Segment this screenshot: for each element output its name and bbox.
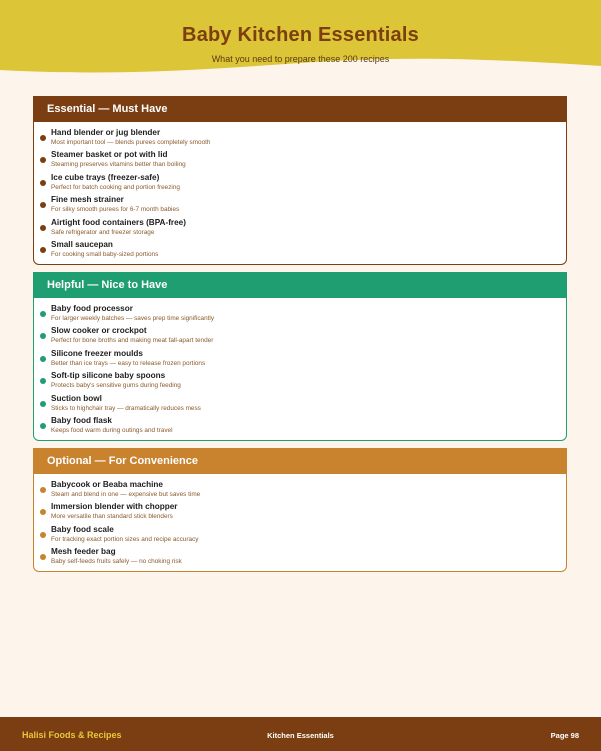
- bullet-icon: [40, 311, 46, 317]
- bullet-icon: [40, 180, 46, 186]
- list-item: [34, 547, 566, 569]
- list-item: [34, 173, 566, 195]
- list-item: [34, 195, 566, 217]
- bullet-icon: [40, 378, 46, 384]
- item-name: Suction bowl: [51, 393, 102, 403]
- section-helpful: [33, 272, 567, 441]
- page-title: Baby Kitchen Essentials: [182, 24, 419, 46]
- bullet-icon: [40, 157, 46, 163]
- bullet-icon: [40, 135, 46, 141]
- item-name: Slow cooker or crockpot: [51, 326, 147, 336]
- item-description: More versatile than standard stick blenders: [51, 513, 173, 521]
- item-description: Keeps food warm during outings and travel: [51, 426, 173, 434]
- item-list: [34, 474, 566, 570]
- bullet-icon: [40, 532, 46, 538]
- bullet-icon: [40, 202, 46, 208]
- list-item: [34, 349, 566, 371]
- list-item: [34, 128, 566, 150]
- list-item: [34, 326, 566, 348]
- item-description: Sticks to highchair tray — dramatically reduces mess: [51, 404, 201, 412]
- item-description: Safe refrigerator and freezer storage: [51, 228, 155, 236]
- item-description: Baby self-feeds fruits safely — no choking risk: [51, 558, 182, 566]
- item-list: [34, 122, 566, 262]
- list-item: [34, 480, 566, 502]
- item-description: Protects baby's sensitive gums during feeding: [51, 382, 181, 390]
- item-description: For tracking exact portion sizes and recipe accuracy: [51, 535, 199, 543]
- bullet-icon: [40, 401, 46, 407]
- bullet-icon: [40, 333, 46, 339]
- list-item: [34, 371, 566, 393]
- section-header: Helpful — Nice to Have: [33, 272, 567, 298]
- item-description: Perfect for bone broths and making meat fall-apart tender: [51, 337, 214, 345]
- item-name: Baby food flask: [51, 415, 112, 425]
- item-name: Airtight food containers (BPA-free): [51, 217, 186, 227]
- page-subtitle: What you need to prepare these 200 recipes: [211, 54, 390, 64]
- item-description: Steaming preserves vitamins better than boiling: [51, 161, 186, 169]
- item-description: Better than ice trays — easy to release frozen portions: [51, 359, 206, 367]
- bullet-icon: [40, 487, 46, 493]
- list-item: [34, 394, 566, 416]
- item-name: Small saucepan: [51, 239, 113, 249]
- item-description: Most important tool — blends purees completely smooth: [51, 139, 211, 146]
- section-optional: [33, 448, 567, 572]
- item-name: Mesh feeder bag: [51, 547, 116, 557]
- list-item: [34, 502, 566, 524]
- item-name: Soft-tip silicone baby spoons: [51, 371, 166, 381]
- bullet-icon: [40, 554, 46, 560]
- item-description: For larger weekly batches — saves prep time significantly: [51, 315, 215, 322]
- item-name: Immersion blender with chopper: [51, 502, 178, 512]
- list-item: [34, 416, 566, 438]
- section-header: Optional — For Convenience: [33, 448, 567, 474]
- item-description: Perfect for batch cooking and portion freezing: [51, 183, 180, 191]
- item-name: Baby food processor: [51, 304, 133, 313]
- item-name: Babycook or Beaba machine: [51, 480, 163, 489]
- page-number: Page 98: [550, 731, 579, 740]
- item-list: [34, 298, 566, 438]
- item-name: Fine mesh strainer: [51, 195, 124, 205]
- section-essential: [33, 96, 567, 265]
- item-name: Baby food scale: [51, 524, 114, 534]
- page-header: [0, 0, 601, 80]
- footer-brand: Halisi Foods & Recipes: [22, 730, 122, 740]
- item-name: Hand blender or jug blender: [51, 128, 161, 137]
- page-footer: [0, 717, 601, 751]
- item-description: For silky smooth purees for 6-7 month babies: [51, 206, 180, 214]
- list-item: [34, 240, 566, 262]
- list-item: [34, 525, 566, 547]
- item-name: Steamer basket or pot with lid: [51, 150, 168, 160]
- bullet-icon: [40, 423, 46, 429]
- bullet-icon: [40, 247, 46, 253]
- list-item: [34, 150, 566, 172]
- footer-section-name: Kitchen Essentials: [267, 731, 334, 740]
- item-description: For cooking small baby-sized portions: [51, 250, 159, 258]
- section-header: Essential — Must Have: [33, 96, 567, 122]
- list-item: [34, 304, 566, 326]
- item-description: Steam and blend in one — expensive but saves time: [51, 491, 201, 498]
- bullet-icon: [40, 356, 46, 362]
- item-name: Ice cube trays (freezer-safe): [51, 172, 160, 182]
- list-item: [34, 218, 566, 240]
- item-name: Silicone freezer moulds: [51, 348, 143, 358]
- bullet-icon: [40, 225, 46, 231]
- bullet-icon: [40, 509, 46, 515]
